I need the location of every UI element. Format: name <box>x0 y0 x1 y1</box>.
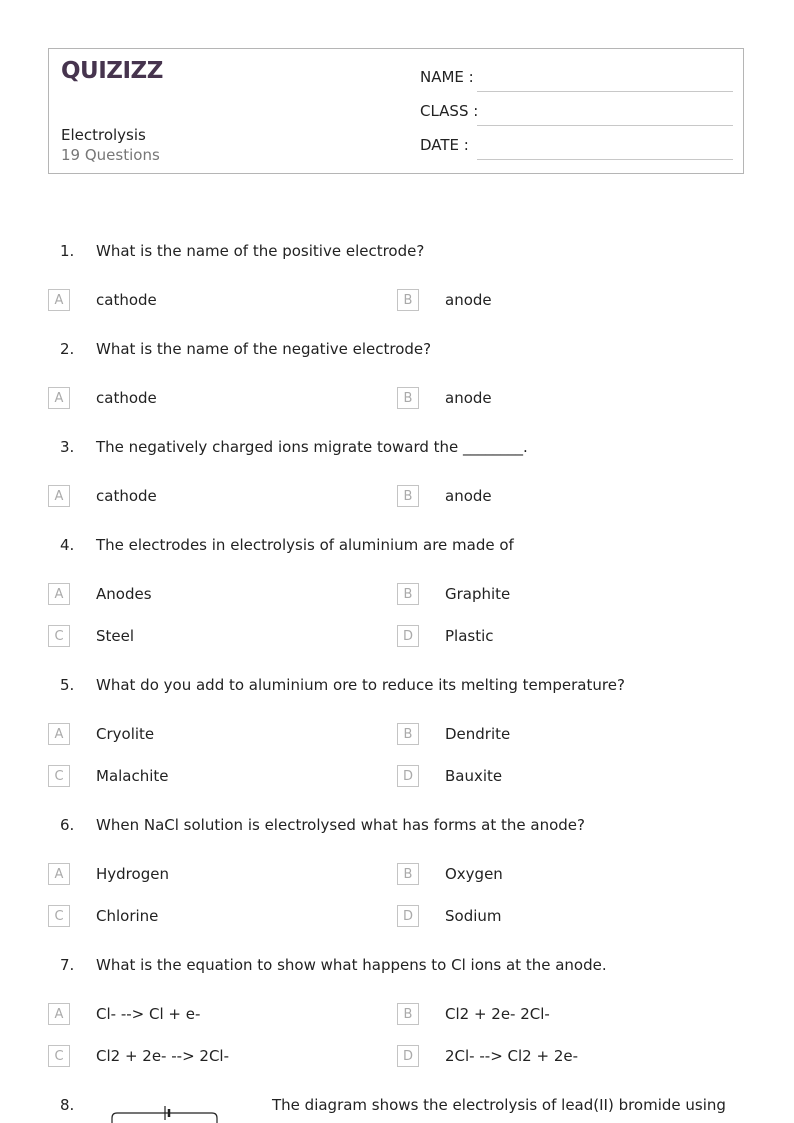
option-letter: A <box>48 1003 70 1025</box>
option-letter: B <box>397 485 419 507</box>
class-line <box>477 125 733 126</box>
option-text: Bauxite <box>445 767 503 785</box>
option-letter: D <box>397 765 419 787</box>
option-letter: B <box>397 387 419 409</box>
worksheet-title: Electrolysis <box>61 126 146 144</box>
question-text: When NaCl solution is electrolysed what has forms at the anode? <box>96 816 585 834</box>
question-number: 2. <box>60 340 75 358</box>
option-letter: B <box>397 289 419 311</box>
class-field[interactable] <box>420 102 733 126</box>
option-text: Steel <box>96 627 135 645</box>
question-text: What is the name of the positive electrode? <box>96 242 425 260</box>
question-number: 1. <box>60 242 75 260</box>
name-field[interactable] <box>420 68 733 92</box>
option-letter: A <box>48 387 70 409</box>
option-text: Chlorine <box>96 907 159 925</box>
option-text: cathode <box>96 389 157 407</box>
question-number: 6. <box>60 816 75 834</box>
option-text: Hydrogen <box>96 865 169 883</box>
question-number: 3. <box>60 438 75 456</box>
option-letter: B <box>397 863 419 885</box>
name-line <box>477 91 733 92</box>
option-text: Anodes <box>96 585 152 603</box>
question-text: What is the name of the negative electrode? <box>96 340 432 358</box>
question-count: 19 Questions <box>61 146 160 164</box>
question-number: 8. <box>60 1096 75 1114</box>
option-letter: A <box>48 289 70 311</box>
option-letter: A <box>48 485 70 507</box>
question-text: What is the equation to show what happens to Cl ions at the anode. <box>96 956 607 974</box>
option-text: Cryolite <box>96 725 155 743</box>
worksheet-header <box>48 48 744 174</box>
electrolysis-diagram <box>96 1092 226 1123</box>
option-text: Dendrite <box>445 725 511 743</box>
option-text: Cl- --> Cl + e- <box>96 1005 201 1023</box>
question-number: 4. <box>60 536 75 554</box>
class-label: CLASS : <box>420 102 479 120</box>
option-letter: A <box>48 863 70 885</box>
question-number: 5. <box>60 676 75 694</box>
option-text: Sodium <box>445 907 502 925</box>
option-text: cathode <box>96 291 157 309</box>
option-text: Cl2 + 2e- 2Cl- <box>445 1005 550 1023</box>
option-letter: D <box>397 905 419 927</box>
name-label: NAME : <box>420 68 474 86</box>
quizizz-logo: QUIZIZZ <box>61 58 163 84</box>
option-letter: C <box>48 1045 70 1067</box>
option-letter: C <box>48 905 70 927</box>
option-text: Cl2 + 2e- --> 2Cl- <box>96 1047 230 1065</box>
date-field[interactable] <box>420 136 733 160</box>
date-label: DATE : <box>420 136 469 154</box>
option-letter: A <box>48 723 70 745</box>
question-text: What do you add to aluminium ore to reduce its melting temperature? <box>96 676 625 694</box>
option-letter: C <box>48 625 70 647</box>
option-letter: D <box>397 625 419 647</box>
question-text: The electrodes in electrolysis of aluminium are made of <box>96 536 514 554</box>
date-line <box>477 159 733 160</box>
question-number: 7. <box>60 956 75 974</box>
option-letter: D <box>397 1045 419 1067</box>
option-letter: B <box>397 723 419 745</box>
option-letter: A <box>48 583 70 605</box>
option-text: anode <box>445 389 492 407</box>
option-text: 2Cl- --> Cl2 + 2e- <box>445 1047 579 1065</box>
question-text: The negatively charged ions migrate toward the ________. <box>96 438 528 456</box>
option-letter: B <box>397 1003 419 1025</box>
option-text: anode <box>445 291 492 309</box>
option-text: cathode <box>96 487 157 505</box>
option-text: Oxygen <box>445 865 503 883</box>
option-letter: C <box>48 765 70 787</box>
option-text: Plastic <box>445 627 494 645</box>
option-text: Malachite <box>96 767 169 785</box>
option-letter: B <box>397 583 419 605</box>
option-text: anode <box>445 487 492 505</box>
question-text: The diagram shows the electrolysis of lead(II) bromide using <box>272 1096 726 1114</box>
option-text: Graphite <box>445 585 511 603</box>
